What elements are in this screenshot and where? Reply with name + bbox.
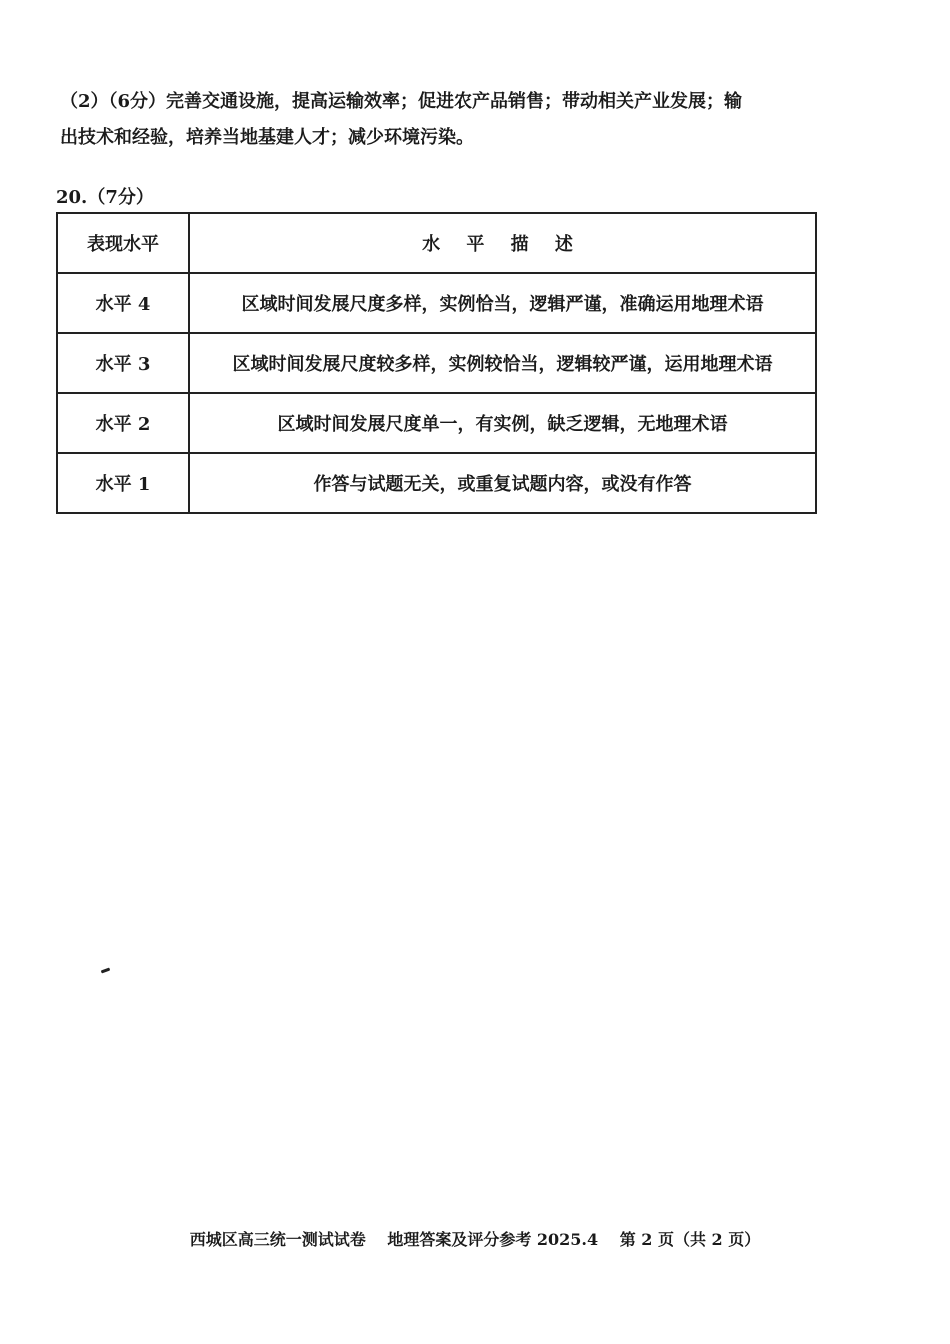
footer-page-number: 第 2 页（共 2 页） [619, 1230, 761, 1249]
header-level: 表现水平 [57, 213, 189, 273]
question-20-heading: 20.（7分） [56, 187, 154, 208]
level-cell: 水平 3 [57, 333, 189, 393]
page-footer [0, 1228, 950, 1252]
level-cell: 水平 1 [57, 453, 189, 513]
header-description: 水 平 描 述 [189, 213, 816, 273]
stray-pen-mark [101, 968, 110, 974]
level-cell: 水平 4 [57, 273, 189, 333]
table-row [57, 393, 816, 453]
part2-answer-line2: 出技术和经验，培养当地基建人才；减少环境污染。 [60, 127, 474, 148]
footer-exam-title: 西城区高三统一测试试卷 [189, 1230, 366, 1249]
rubric-header-row [57, 213, 816, 273]
description-cell: 区域时间发展尺度多样，实例恰当，逻辑严谨，准确运用地理术语 [189, 273, 816, 333]
description-cell: 区域时间发展尺度单一，有实例，缺乏逻辑，无地理术语 [189, 393, 816, 453]
description-cell: 区域时间发展尺度较多样，实例较恰当，逻辑较严谨，运用地理术语 [189, 333, 816, 393]
scoring-rubric-table [56, 212, 817, 514]
level-cell: 水平 2 [57, 393, 189, 453]
part2-answer-line1: （2）（6分）完善交通设施，提高运输效率；促进农产品销售；带动相关产业发展；输 [60, 91, 743, 112]
footer-subject: 地理答案及评分参考 2025.4 [387, 1230, 599, 1249]
description-cell: 作答与试题无关，或重复试题内容，或没有作答 [189, 453, 816, 513]
table-row [57, 333, 816, 393]
table-row [57, 273, 816, 333]
table-row [57, 453, 816, 513]
